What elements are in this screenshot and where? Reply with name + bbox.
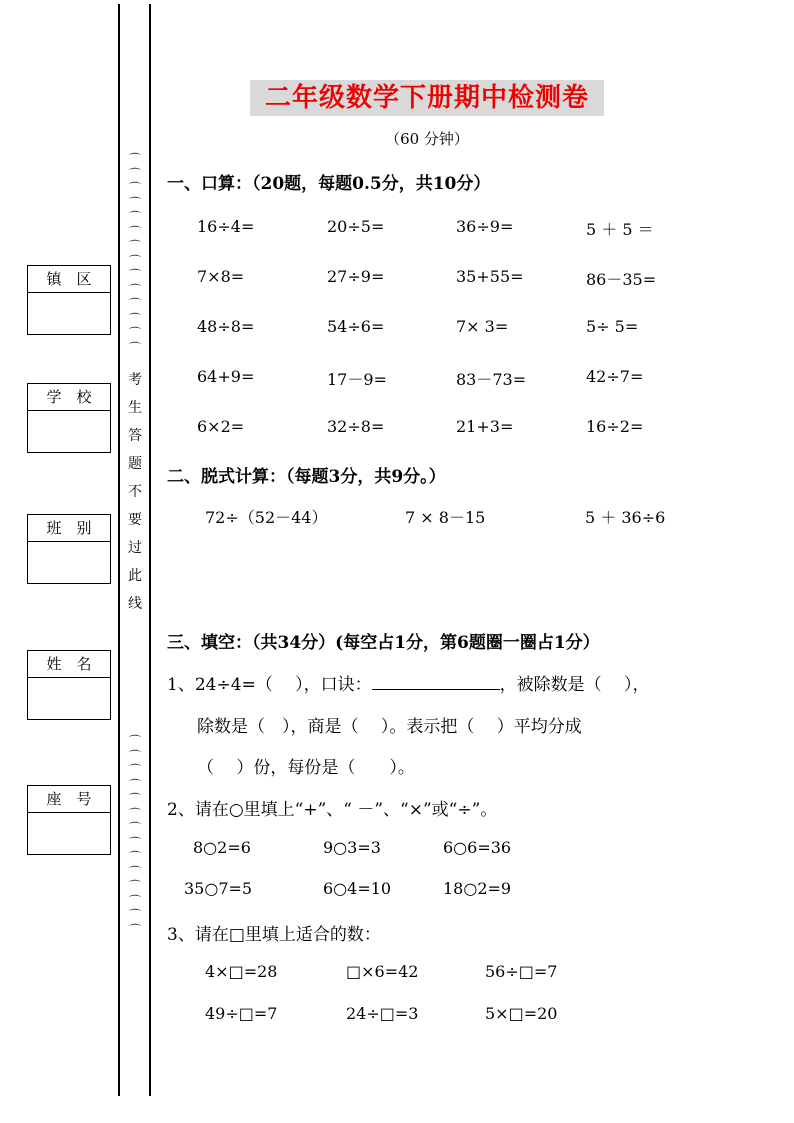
binding-line-right xyxy=(149,4,151,1096)
problem: 48÷8= xyxy=(197,317,255,336)
problem: 9○3=3 xyxy=(323,838,381,857)
problem: 21+3= xyxy=(456,417,514,436)
problem: □×6=42 xyxy=(346,962,419,981)
info-box-school xyxy=(27,383,111,453)
warning-char: 此 xyxy=(128,568,142,584)
problem: 5÷ 5= xyxy=(586,317,639,336)
q2-row xyxy=(184,879,744,901)
warning-char: 线 xyxy=(128,596,142,612)
q1-line2: 除数是（ ），商是（ ）。表示把（ ）平均分成 xyxy=(197,717,582,737)
info-label: 姓名 xyxy=(28,651,110,678)
q2-prompt: 2、请在○里填上“+”、“ －”、“×”或“÷”。 xyxy=(167,800,498,820)
problem: 64+9= xyxy=(197,367,255,386)
warning-char: 题 xyxy=(128,456,142,472)
warning-char: 不 xyxy=(128,484,142,500)
q1-line1 xyxy=(167,670,650,695)
problem: 4×□=28 xyxy=(205,962,278,981)
duration: （60 分钟） xyxy=(385,130,469,148)
seal-dashes-bottom: ⌒ ⌒ ⌒ ⌒ ⌒ ⌒ ⌒ ⌒ ⌒ ⌒ ⌒ ⌒ ⌒ ⌒ xyxy=(128,734,141,937)
warning-char: 要 xyxy=(128,512,142,528)
problem: 7× 3= xyxy=(456,317,509,336)
binding-line-left xyxy=(118,4,120,1096)
mental-math-row xyxy=(197,267,757,289)
problem: 7 × 8－15 xyxy=(405,508,486,527)
section3-heading: 三、填空：（共34分）(每空占1分，第6题圈一圈占1分） xyxy=(167,633,600,653)
problem: 8○2=6 xyxy=(193,838,251,857)
q1-line3: （ ）份，每份是（ ）。 xyxy=(197,758,415,778)
info-label: 学校 xyxy=(28,384,110,411)
warning-char: 答 xyxy=(128,428,142,444)
problem: 7×8= xyxy=(197,267,245,286)
problem: 16÷4= xyxy=(197,217,255,236)
info-label: 班别 xyxy=(28,515,110,542)
seal-dashes-top: ⌒ ⌒ ⌒ ⌒ ⌒ ⌒ ⌒ ⌒ ⌒ ⌒ ⌒ ⌒ ⌒ ⌒ xyxy=(128,152,141,355)
problem: 32÷8= xyxy=(327,417,385,436)
problem: 6○6=36 xyxy=(443,838,512,857)
info-box-class xyxy=(27,514,111,584)
q3-row xyxy=(205,962,765,984)
info-box-name xyxy=(27,650,111,720)
warning-char: 考 xyxy=(128,372,142,388)
page-title: 二年级数学下册期中检测卷 xyxy=(250,80,604,116)
warning-char: 生 xyxy=(128,400,142,416)
problem: 6×2= xyxy=(197,417,245,436)
mental-math-row xyxy=(197,217,757,239)
info-label: 镇区 xyxy=(28,266,110,293)
problem: 35+55= xyxy=(456,267,524,286)
problem: 24÷□=3 xyxy=(346,1004,419,1023)
problem: 16÷2= xyxy=(586,417,644,436)
mental-math-row xyxy=(197,317,757,339)
mental-math-row xyxy=(197,367,757,389)
problem: 27÷9= xyxy=(327,267,385,286)
problem: 86－35= xyxy=(586,270,657,289)
answer-blank[interactable] xyxy=(372,675,500,690)
problem: 5×□=20 xyxy=(485,1004,558,1023)
problem: 72÷（52－44） xyxy=(205,508,328,527)
binding-warning xyxy=(126,366,144,618)
q3-row xyxy=(205,1004,765,1026)
problem: 54÷6= xyxy=(327,317,385,336)
problem: 42÷7= xyxy=(586,367,644,386)
q1-text: 1、24÷4=（ ），口诀： xyxy=(167,675,372,695)
problem: 49÷□=7 xyxy=(205,1004,278,1023)
step-calc-row xyxy=(205,505,765,527)
problem: 35○7=5 xyxy=(184,879,253,898)
warning-char: 过 xyxy=(128,540,142,556)
problem: 5 ＋ 5 ＝ xyxy=(586,220,654,239)
info-box-district xyxy=(27,265,111,335)
problem: 5 ＋ 36÷6 xyxy=(585,508,666,527)
problem: 17－9= xyxy=(327,370,387,389)
problem: 20÷5= xyxy=(327,217,385,236)
mental-math-row xyxy=(197,417,757,439)
section1-heading: 一、口算：（20题，每题0.5分，共10分） xyxy=(167,174,491,194)
info-box-seat xyxy=(27,785,111,855)
info-label: 座号 xyxy=(28,786,110,813)
q3-prompt: 3、请在□里填上适合的数： xyxy=(167,925,381,945)
problem: 56÷□=7 xyxy=(485,962,558,981)
problem: 36÷9= xyxy=(456,217,514,236)
q2-row xyxy=(193,838,753,860)
section2-heading: 二、脱式计算：（每题3分，共9分。） xyxy=(167,467,446,487)
problem: 18○2=9 xyxy=(443,879,512,898)
problem: 83－73= xyxy=(456,370,527,389)
problem: 6○4=10 xyxy=(323,879,392,898)
q1-text: ，被除数是（ ）， xyxy=(499,675,650,695)
